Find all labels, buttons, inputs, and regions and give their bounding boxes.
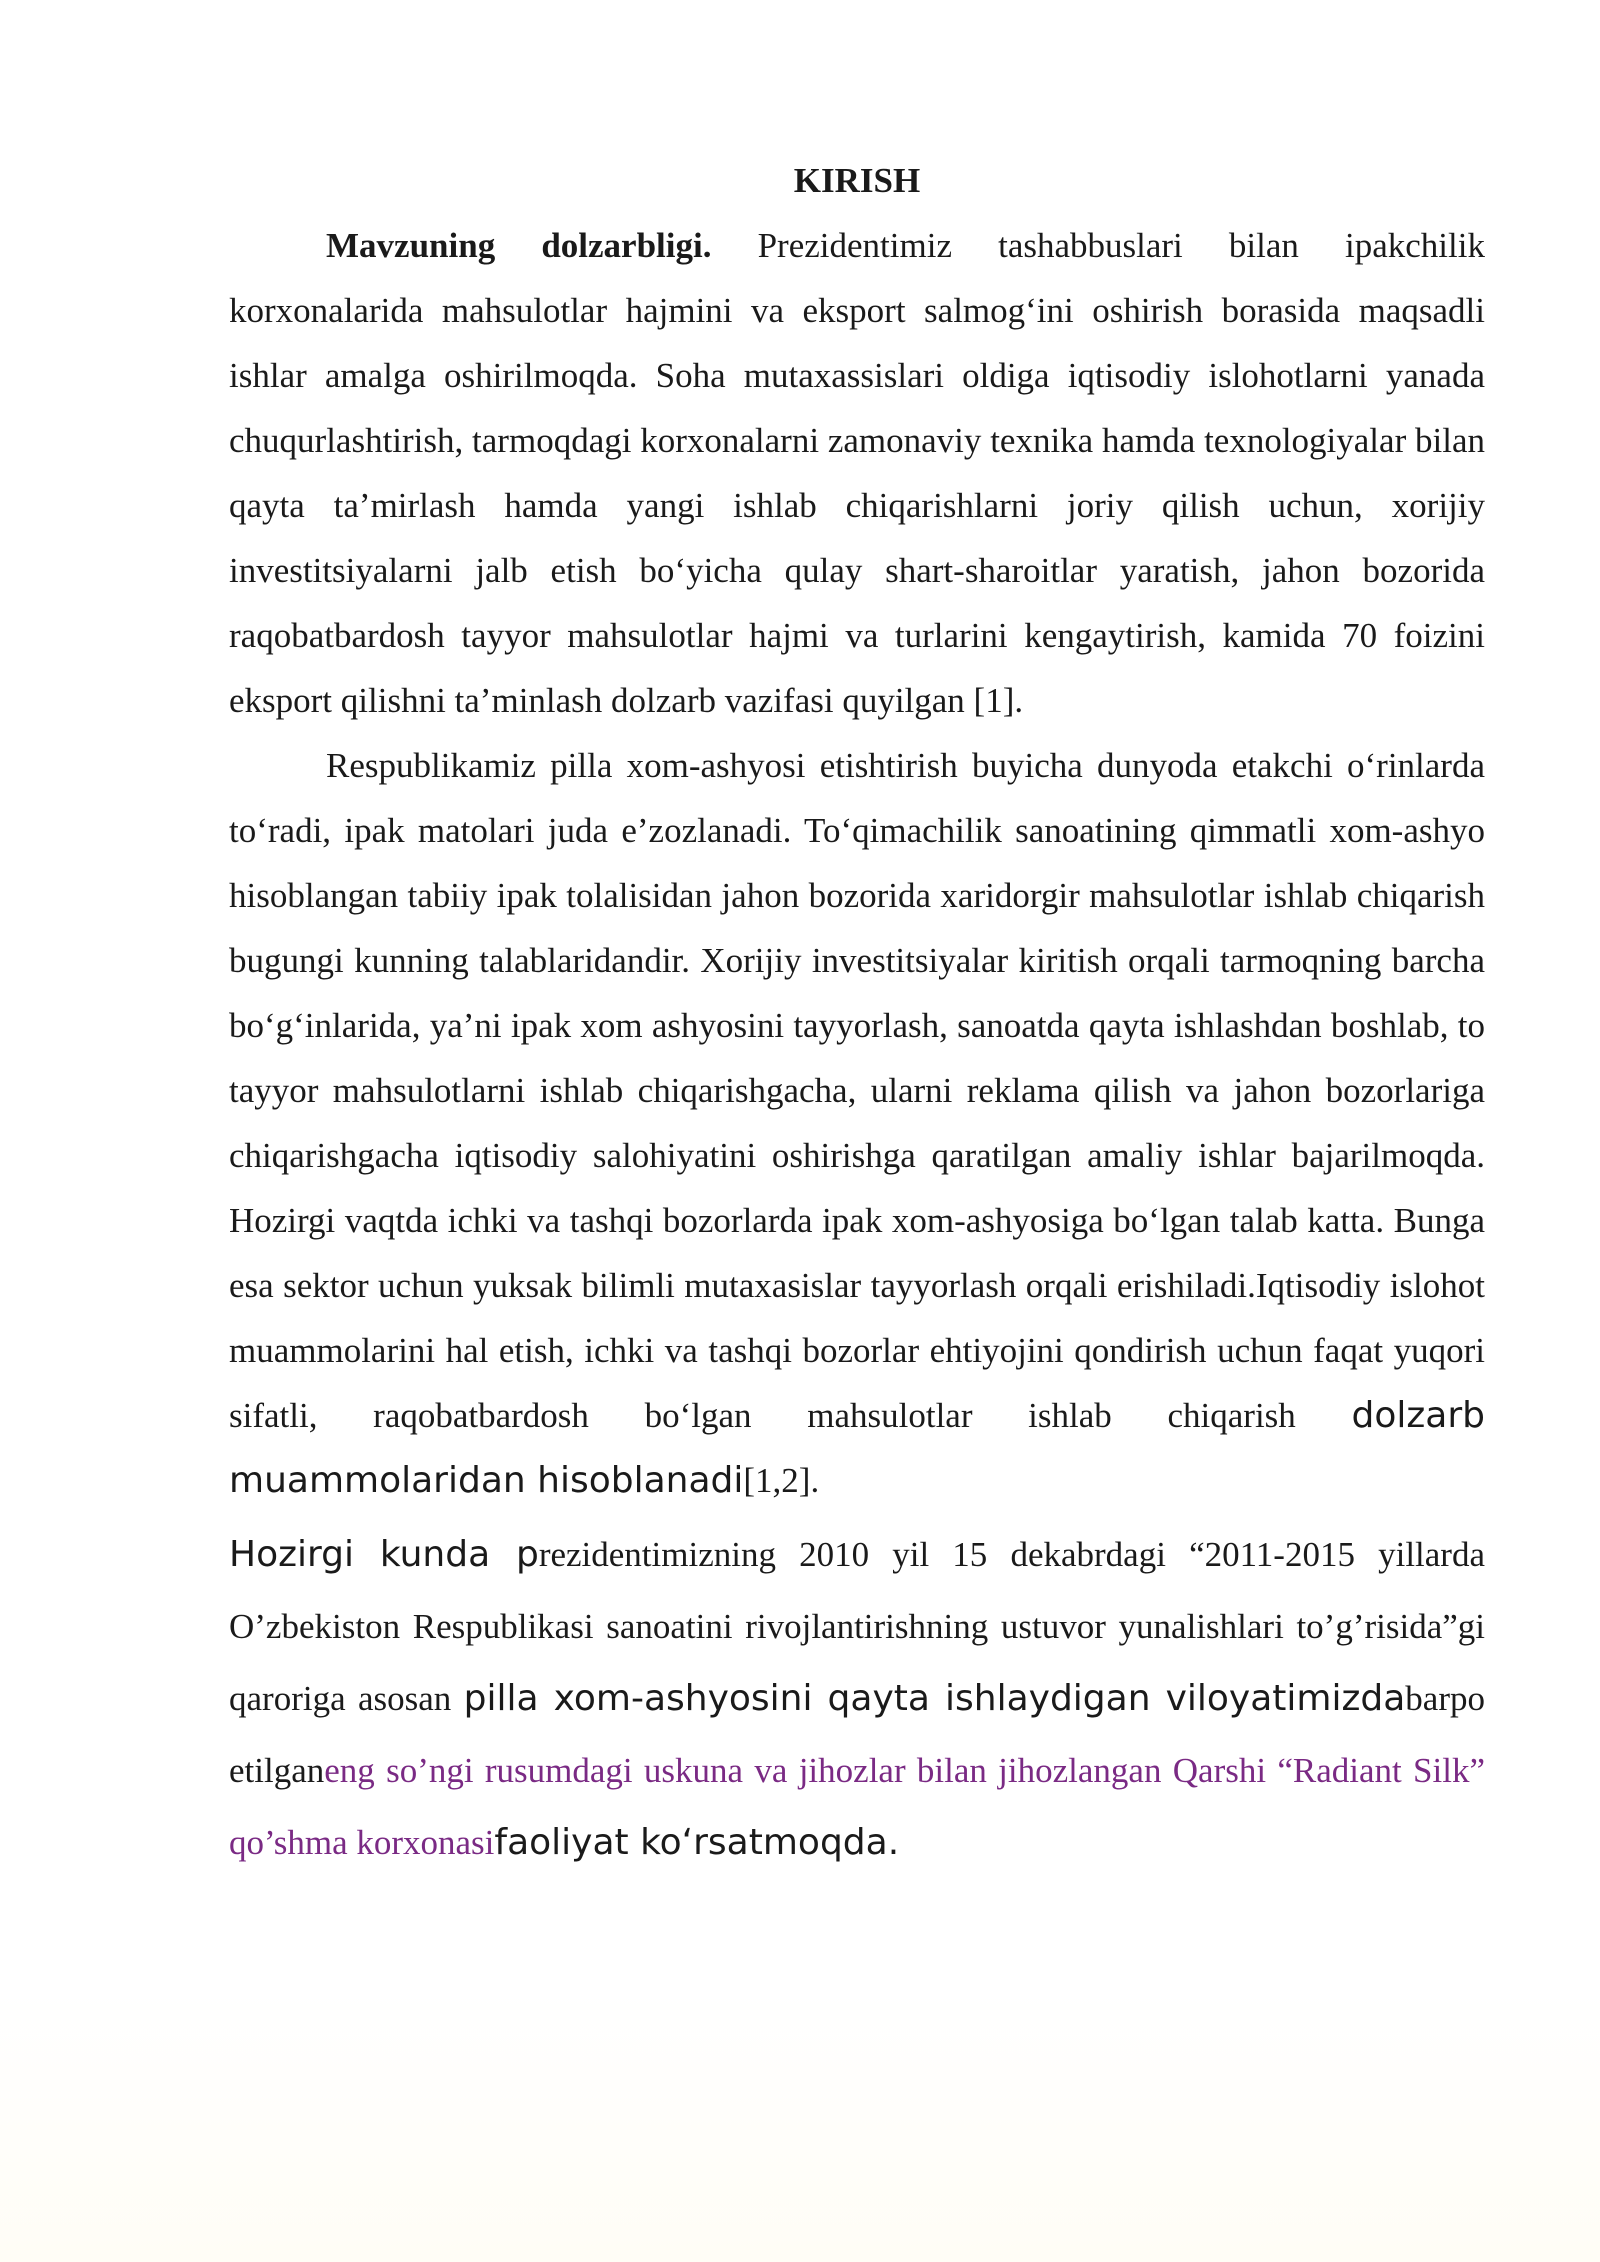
paragraph-radiant-silk <box>229 1519 1485 1879</box>
paragraph-relevance <box>229 213 1485 733</box>
republic-sans-tail: dolzarb muammolaridan hisoblanadi <box>229 1395 1485 1501</box>
radiant-sans-lead: Hozirgi kunda p <box>229 1534 539 1575</box>
document-title: KIRISH <box>793 161 921 200</box>
radiant-sans-end: faoliyat ko‘rsatmoqda. <box>494 1822 900 1863</box>
radiant-company-highlight: eng so’ngi rusumdagi uskuna va jihozlar bilan jihozlangan Qarshi “Radiant Silk” qo’shma korxonasi <box>229 1751 1485 1862</box>
republic-text: Respublikamiz pilla xom-ashyosi etishtirish buyicha dunyoda etakchi o‘rinlarda to‘radi, ipak matolari juda e’zozlanadi. To‘qimachilik sanoatining qimmatli xom-ashyo hisoblangan tabiiy ipak tolalisidan jahon bozorida xaridorgir mahsulotlar ishlab chiqarish bugungi kunning talablaridandir. Xorijiy investitsiyalar kiritish orqali tarmoqning barcha bo‘g‘inlarida, ya’ni ipak xom ashyosini tayyorlash, sanoatda qayta ishlashdan boshlab, to tayyor mahsulotlarni ishlab chiqarishgacha, ularni reklama qilish va jahon bozorlariga chiqarishgacha iqtisodiy salohiyatini oshirishga qaratilgan amaliy ishlar bajarilmoqda. Hozirgi vaqtda ichki va tashqi bozorlarda ipak xom-ashyosiga bo‘lgan talab katta. Bunga esa sektor uchun yuksak bilimli mutaxasislar tayyorlash orqali erishiladi.Iqtisodiy islohot muammolarini hal etish, ichki va tashqi bozorlar ehtiyojini qondirish uchun faqat yuqori sifatli, raqobatbardosh bo‘lgan mahsulotlar ishlab chiqarish <box>229 746 1485 1435</box>
republic-reference: [1,2]. <box>743 1461 820 1500</box>
paragraph-republic <box>229 733 1485 1513</box>
relevance-text: Prezidentimiz tashabbuslari bilan ipakchilik korxonalarida mahsulotlar hajmini va eksport salmog‘ini oshirish borasida maqsadli ishlar amalga oshirilmoqda. Soha mutaxassislari oldiga iqtisodiy islohotlarni yanada chuqurlashtirish, tarmoqdagi korxonalarni zamonaviy texnika hamda texnologiyalar bilan qayta ta’mirlash hamda yangi ishlab chiqarishlarni joriy qilish uchun, xorijiy investitsiyalarni jalb etish bo‘yicha qulay shart-sharoitlar yaratish, jahon bozorida raqobatbardosh tayyor mahsulotlar hajmi va turlarini kengaytirish, kamida 70 foizini eksport qilishni ta’minlash dolzarb vazifasi quyilgan [1]. <box>229 226 1485 720</box>
relevance-heading: Mavzuning dolzarbligi. <box>326 226 712 265</box>
radiant-text-2: barpo etilgan <box>229 1679 1485 1790</box>
document-page <box>229 148 1485 1879</box>
radiant-sans-mid: pilla xom-ashyosini qayta ishlaydigan viloyatimizda <box>463 1678 1406 1719</box>
radiant-text-1: rezidentimizning 2010 yil 15 dekabrdagi “2011-2015 yillarda O’zbekiston Respublikasi sanoatini rivojlantirishning ustuvor yunalishlari to’g’risida”gi qaroriga asosan <box>229 1535 1485 1718</box>
